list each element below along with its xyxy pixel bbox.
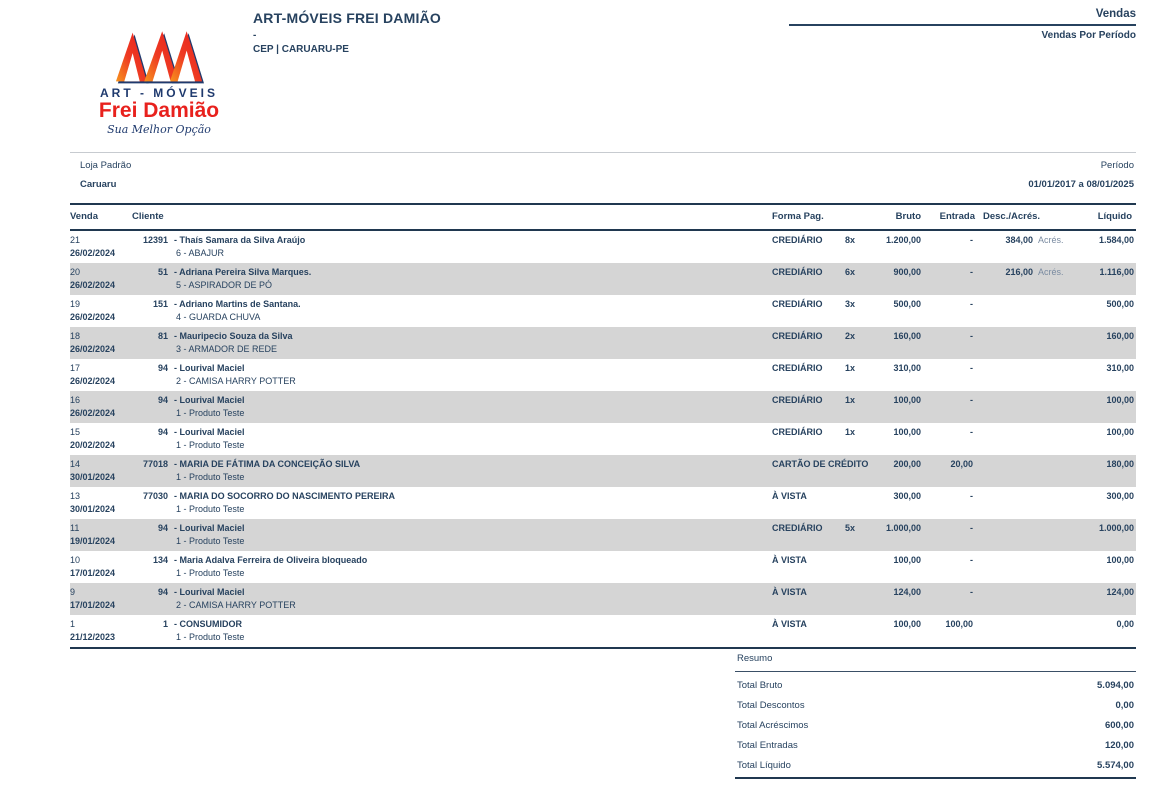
payment-method: CREDIÁRIO bbox=[772, 235, 823, 245]
net-amount: 100,00 bbox=[1106, 427, 1134, 437]
client-code: 12391 bbox=[142, 235, 168, 245]
payment-method: À VISTA bbox=[772, 619, 807, 629]
surcharge-label bbox=[1033, 523, 1072, 536]
sale-number: 17 bbox=[70, 363, 81, 373]
gross-amount: 1.200,00 bbox=[885, 235, 921, 245]
surcharge-label: Acrés. bbox=[1038, 235, 1064, 245]
down-payment: - bbox=[970, 299, 973, 309]
sale-row bbox=[70, 391, 1136, 423]
sale-number: 9 bbox=[70, 587, 76, 597]
gross-amount: 900,00 bbox=[893, 267, 921, 277]
summary-value: 5.094,00 bbox=[1097, 679, 1134, 691]
installments bbox=[845, 619, 870, 632]
down-payment: - bbox=[970, 363, 973, 373]
sale-number: 11 bbox=[70, 523, 80, 533]
logo-mark-icon bbox=[100, 12, 218, 84]
discount-surcharge-amount bbox=[977, 331, 1033, 344]
installments: 2x bbox=[845, 331, 856, 341]
client-name: - Adriana Pereira Silva Marques. bbox=[174, 267, 312, 277]
sale-item: 1 - Produto Teste bbox=[176, 536, 245, 546]
sale-number: 21 bbox=[70, 235, 81, 245]
installments bbox=[845, 555, 870, 568]
header-liquido: Líquido bbox=[1097, 211, 1132, 222]
sale-date: 19/01/2024 bbox=[70, 536, 116, 546]
sale-row bbox=[70, 551, 1136, 583]
summary-label: Total Entradas bbox=[737, 739, 798, 751]
table-body bbox=[70, 231, 1136, 649]
sale-row bbox=[70, 423, 1136, 455]
surcharge-label bbox=[1033, 331, 1072, 344]
client-name: - Lourival Maciel bbox=[174, 523, 245, 533]
payment-method: CREDIÁRIO bbox=[772, 523, 823, 533]
surcharge-label bbox=[1033, 587, 1072, 600]
gross-amount: 124,00 bbox=[893, 587, 921, 597]
sale-date: 17/01/2024 bbox=[70, 568, 116, 578]
surcharge-label: Acrés. bbox=[1038, 267, 1064, 277]
sale-row bbox=[70, 583, 1136, 615]
payment-method: CREDIÁRIO bbox=[772, 299, 823, 309]
payment-method: À VISTA bbox=[772, 555, 807, 565]
gross-amount: 500,00 bbox=[893, 299, 921, 309]
summary-row bbox=[735, 675, 1136, 695]
net-amount: 100,00 bbox=[1106, 555, 1134, 565]
table-header-row bbox=[70, 203, 1136, 231]
sale-date: 20/02/2024 bbox=[70, 440, 116, 450]
summary-value: 0,00 bbox=[1115, 699, 1134, 711]
client-code: 51 bbox=[157, 267, 168, 277]
down-payment: 20,00 bbox=[950, 459, 973, 469]
sale-row bbox=[70, 519, 1136, 551]
sale-item: 2 - CAMISA HARRY POTTER bbox=[176, 600, 296, 610]
gross-amount: 100,00 bbox=[893, 619, 921, 629]
sale-number: 18 bbox=[70, 331, 81, 341]
sale-number: 20 bbox=[70, 267, 81, 277]
company-logo bbox=[86, 12, 232, 136]
discount-surcharge-amount bbox=[977, 459, 1033, 472]
sale-date: 26/02/2024 bbox=[70, 344, 116, 354]
payment-method: À VISTA bbox=[772, 587, 807, 597]
payment-method: CREDIÁRIO bbox=[772, 395, 823, 405]
gross-amount: 310,00 bbox=[893, 363, 921, 373]
sale-date: 30/01/2024 bbox=[70, 472, 116, 482]
client-code: 81 bbox=[157, 331, 168, 341]
surcharge-label bbox=[1033, 619, 1072, 632]
sale-date: 26/02/2024 bbox=[70, 376, 116, 386]
net-amount: 310,00 bbox=[1106, 363, 1134, 373]
store-value: Caruaru bbox=[80, 179, 117, 190]
company-city-line: CEP | CARUARU-PE bbox=[253, 44, 349, 55]
discount-surcharge-amount bbox=[977, 299, 1033, 312]
sale-number: 19 bbox=[70, 299, 81, 309]
sale-row bbox=[70, 359, 1136, 391]
report-title: Vendas bbox=[789, 8, 1136, 26]
net-amount: 1.584,00 bbox=[1098, 235, 1134, 245]
store-label: Loja Padrão bbox=[80, 160, 132, 171]
installments: 1x bbox=[845, 427, 856, 437]
installments bbox=[845, 459, 870, 472]
sale-item: 3 - ARMADOR DE REDE bbox=[176, 344, 278, 354]
sale-item: 2 - CAMISA HARRY POTTER bbox=[176, 376, 296, 386]
down-payment: - bbox=[970, 395, 973, 405]
company-name: ART-MÓVEIS FREI DAMIÃO bbox=[253, 10, 441, 26]
sale-row bbox=[70, 455, 1136, 487]
discount-surcharge-amount bbox=[977, 619, 1033, 632]
sale-date: 26/02/2024 bbox=[70, 248, 116, 258]
sale-row bbox=[70, 487, 1136, 519]
net-amount: 0,00 bbox=[1116, 619, 1134, 629]
sale-row bbox=[70, 327, 1136, 359]
sale-item: 1 - Produto Teste bbox=[176, 408, 245, 418]
surcharge-label bbox=[1033, 299, 1072, 312]
discount-surcharge-amount bbox=[977, 363, 1033, 376]
client-name: - Lourival Maciel bbox=[174, 395, 245, 405]
summary-label: Total Acréscimos bbox=[737, 719, 809, 731]
sale-item: 1 - Produto Teste bbox=[176, 568, 245, 578]
header-desc-acres: Desc./Acrés. bbox=[983, 211, 1041, 222]
summary-label: Total Descontos bbox=[737, 699, 805, 711]
summary-value: 120,00 bbox=[1104, 739, 1134, 751]
gross-amount: 1.000,00 bbox=[885, 523, 921, 533]
logo-tagline: Sua Melhor Opção bbox=[107, 123, 211, 136]
sale-date: 21/12/2023 bbox=[70, 632, 116, 642]
payment-method: CREDIÁRIO bbox=[772, 331, 823, 341]
net-amount: 500,00 bbox=[1106, 299, 1134, 309]
sale-date: 26/02/2024 bbox=[70, 408, 116, 418]
summary-row bbox=[735, 695, 1136, 715]
sale-number: 13 bbox=[70, 491, 81, 501]
client-name: - Thaís Samara da Silva Araújo bbox=[174, 235, 306, 245]
client-code: 94 bbox=[157, 523, 168, 533]
client-code: 94 bbox=[157, 427, 168, 437]
discount-surcharge-amount bbox=[977, 523, 1033, 536]
client-name: - Mauripecio Souza da Silva bbox=[174, 331, 293, 341]
installments: 8x bbox=[845, 235, 856, 245]
client-code: 77030 bbox=[142, 491, 168, 501]
gross-amount: 100,00 bbox=[893, 427, 921, 437]
net-amount: 124,00 bbox=[1106, 587, 1134, 597]
down-payment: - bbox=[970, 427, 973, 437]
header-entrada: Entrada bbox=[939, 211, 975, 222]
payment-method: CREDIÁRIO bbox=[772, 267, 823, 277]
summary-value: 5.574,00 bbox=[1097, 759, 1134, 771]
net-amount: 1.000,00 bbox=[1098, 523, 1134, 533]
summary-section bbox=[735, 651, 1136, 779]
sale-number: 10 bbox=[70, 555, 81, 565]
surcharge-label bbox=[1033, 363, 1072, 376]
store-period-strip bbox=[70, 152, 1136, 190]
net-amount: 300,00 bbox=[1106, 491, 1134, 501]
installments: 1x bbox=[845, 363, 856, 373]
sale-item: 5 - ASPIRADOR DE PÓ bbox=[176, 280, 273, 290]
client-name: - MARIA DE FÁTIMA DA CONCEIÇÃO SILVA bbox=[174, 459, 361, 469]
sale-item: 4 - GUARDA CHUVA bbox=[176, 312, 261, 322]
logo-text-frei-damiao: Frei Damião bbox=[98, 99, 220, 122]
report-header bbox=[789, 8, 1136, 41]
header-cliente: Cliente bbox=[132, 211, 164, 222]
summary-row bbox=[735, 755, 1136, 775]
payment-method: CREDIÁRIO bbox=[772, 427, 823, 437]
sale-date: 17/01/2024 bbox=[70, 600, 116, 610]
gross-amount: 100,00 bbox=[893, 395, 921, 405]
client-name: - Lourival Maciel bbox=[174, 363, 245, 373]
discount-surcharge-amount bbox=[977, 395, 1033, 408]
client-name: - MARIA DO SOCORRO DO NASCIMENTO PEREIRA bbox=[174, 491, 396, 501]
company-block bbox=[253, 10, 441, 55]
sale-row bbox=[70, 263, 1136, 295]
summary-label: Total Líquido bbox=[737, 759, 791, 771]
sale-date: 30/01/2024 bbox=[70, 504, 116, 514]
logo-text-art-moveis: ART - MÓVEIS bbox=[99, 86, 218, 100]
installments bbox=[845, 491, 870, 504]
discount-surcharge-amount: 384,00 bbox=[1005, 235, 1033, 245]
payment-method: À VISTA bbox=[772, 491, 807, 501]
client-name: - Adriano Martins de Santana. bbox=[174, 299, 301, 309]
down-payment: - bbox=[970, 523, 973, 533]
summary-row bbox=[735, 735, 1136, 755]
gross-amount: 100,00 bbox=[893, 555, 921, 565]
summary-value: 600,00 bbox=[1104, 719, 1134, 731]
client-name: - CONSUMIDOR bbox=[174, 619, 242, 629]
sale-row bbox=[70, 615, 1136, 647]
sales-table bbox=[70, 203, 1136, 649]
installments: 1x bbox=[845, 395, 856, 405]
down-payment: - bbox=[970, 331, 973, 341]
down-payment: - bbox=[970, 267, 973, 277]
summary-title: Resumo bbox=[735, 651, 1136, 672]
gross-amount: 300,00 bbox=[893, 491, 921, 501]
report-subtitle: Vendas Por Período bbox=[1041, 30, 1136, 41]
sale-number: 14 bbox=[70, 459, 81, 469]
period-value: 01/01/2017 a 08/01/2025 bbox=[1028, 179, 1134, 190]
discount-surcharge-amount bbox=[977, 491, 1033, 504]
gross-amount: 160,00 bbox=[893, 331, 921, 341]
surcharge-label bbox=[1033, 427, 1072, 440]
sale-number: 1 bbox=[70, 619, 76, 629]
client-code: 1 bbox=[162, 619, 168, 629]
sale-number: 16 bbox=[70, 395, 81, 405]
down-payment: - bbox=[970, 491, 973, 501]
client-name: - Lourival Maciel bbox=[174, 427, 245, 437]
net-amount: 100,00 bbox=[1106, 395, 1134, 405]
sale-row bbox=[70, 295, 1136, 327]
sale-item: 1 - Produto Teste bbox=[176, 472, 245, 482]
down-payment: - bbox=[970, 587, 973, 597]
header-forma-pag: Forma Pag. bbox=[772, 211, 824, 222]
client-code: 94 bbox=[157, 587, 168, 597]
header-venda: Venda bbox=[70, 211, 98, 222]
client-code: 151 bbox=[152, 299, 168, 309]
client-name: - Lourival Maciel bbox=[174, 587, 245, 597]
installments: 5x bbox=[845, 523, 856, 533]
sale-number: 15 bbox=[70, 427, 81, 437]
sale-item: 1 - Produto Teste bbox=[176, 632, 245, 642]
client-code: 134 bbox=[152, 555, 168, 565]
payment-method: CARTÃO DE CRÉDITO bbox=[772, 459, 869, 469]
summary-row bbox=[735, 715, 1136, 735]
summary-rows bbox=[735, 672, 1136, 779]
installments: 6x bbox=[845, 267, 856, 277]
discount-surcharge-amount bbox=[977, 427, 1033, 440]
down-payment: - bbox=[970, 555, 973, 565]
surcharge-label bbox=[1033, 395, 1072, 408]
sale-item: 1 - Produto Teste bbox=[176, 504, 245, 514]
client-code: 77018 bbox=[142, 459, 168, 469]
payment-method: CREDIÁRIO bbox=[772, 363, 823, 373]
installments: 3x bbox=[845, 299, 856, 309]
discount-surcharge-amount bbox=[977, 587, 1033, 600]
sale-item: 1 - Produto Teste bbox=[176, 440, 245, 450]
installments bbox=[845, 587, 870, 600]
down-payment: - bbox=[970, 235, 973, 245]
discount-surcharge-amount bbox=[977, 555, 1033, 568]
down-payment: 100,00 bbox=[945, 619, 973, 629]
summary-label: Total Bruto bbox=[737, 679, 783, 691]
discount-surcharge-amount: 216,00 bbox=[1005, 267, 1033, 277]
net-amount: 160,00 bbox=[1106, 331, 1134, 341]
period-label: Período bbox=[1100, 160, 1134, 171]
surcharge-label bbox=[1033, 459, 1072, 472]
company-address-line: - bbox=[253, 30, 257, 41]
client-code: 94 bbox=[157, 395, 168, 405]
sale-date: 26/02/2024 bbox=[70, 312, 116, 322]
client-code: 94 bbox=[157, 363, 168, 373]
sale-item: 6 - ABAJUR bbox=[176, 248, 225, 258]
gross-amount: 200,00 bbox=[893, 459, 921, 469]
surcharge-label bbox=[1033, 555, 1072, 568]
net-amount: 180,00 bbox=[1106, 459, 1134, 469]
client-name: - Maria Adalva Ferreira de Oliveira bloqueado bbox=[174, 555, 368, 565]
sale-row bbox=[70, 231, 1136, 263]
surcharge-label bbox=[1033, 491, 1072, 504]
net-amount: 1.116,00 bbox=[1099, 267, 1134, 277]
header-bruto: Bruto bbox=[895, 211, 921, 222]
sale-date: 26/02/2024 bbox=[70, 280, 116, 290]
